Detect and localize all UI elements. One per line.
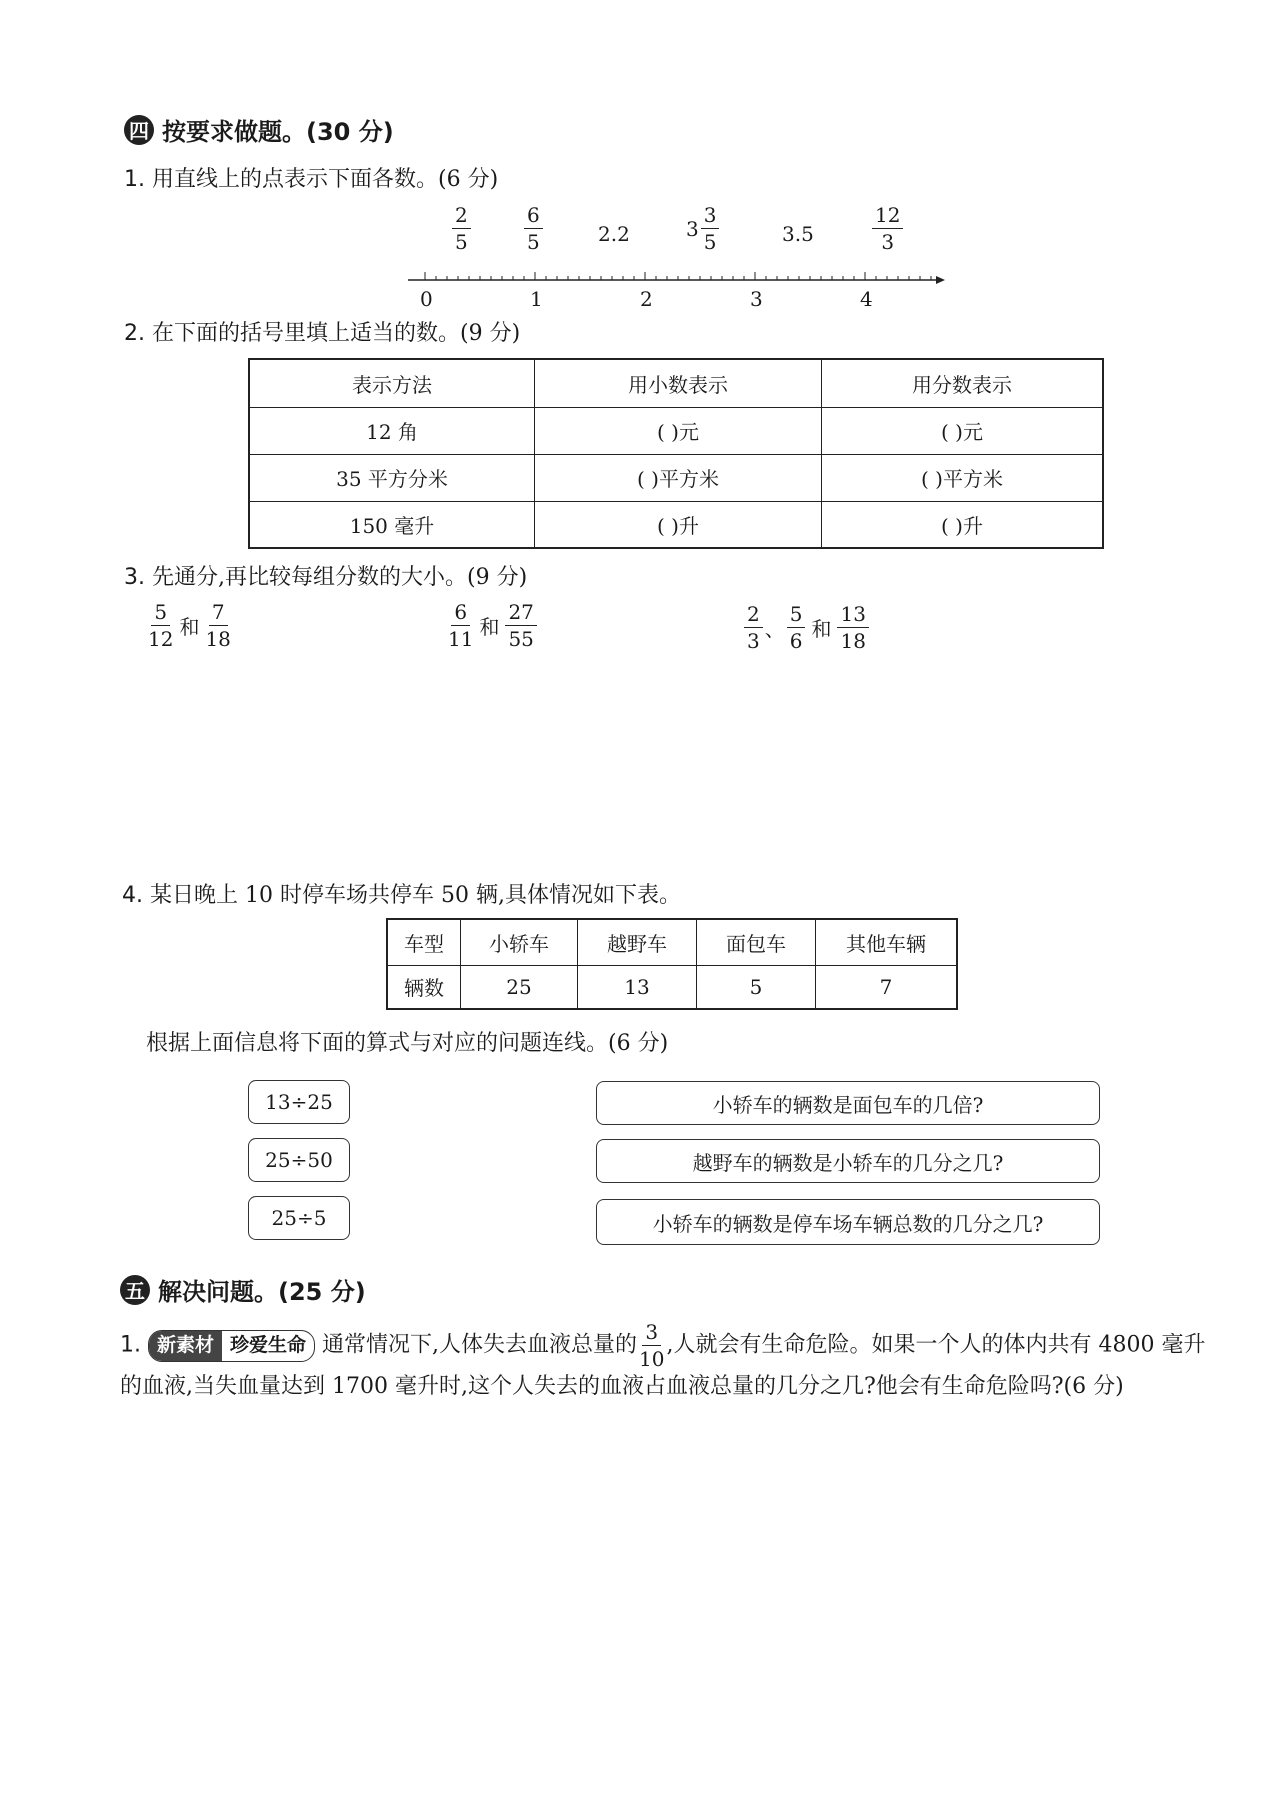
question-box[interactable]: 小轿车的辆数是面包车的几倍? xyxy=(596,1081,1100,1125)
table-row xyxy=(249,501,1103,548)
and-word: 和 xyxy=(179,615,200,639)
denominator: 6 xyxy=(789,629,803,653)
question-text: 某日晚上 10 时停车场共停车 50 辆,具体情况如下表。 xyxy=(150,883,681,908)
question-text: 先通分,再比较每组分数的大小。(9 分) xyxy=(152,565,528,590)
axis-label-2: 2 xyxy=(640,287,653,311)
numerator: 5 xyxy=(787,604,806,628)
blank-cell[interactable]: ( )升 xyxy=(822,501,1104,548)
question-1 xyxy=(124,162,498,193)
table-cell: 辆数 xyxy=(387,965,461,1009)
table-cell: 越野车 xyxy=(578,919,697,965)
number-2-5 xyxy=(450,205,473,252)
expression-box[interactable]: 25÷5 xyxy=(248,1196,350,1240)
fraction-group-3 xyxy=(742,604,871,651)
question-box[interactable]: 越野车的辆数是小轿车的几分之几? xyxy=(596,1139,1100,1183)
numerator: 27 xyxy=(505,602,536,626)
table-cell: 35 平方分米 xyxy=(249,454,535,501)
problem-text-1: 通常情况下,人体失去血液总量的 xyxy=(322,1332,638,1358)
numerator: 13 xyxy=(837,604,868,628)
fraction-group-1 xyxy=(146,602,233,649)
table-row xyxy=(387,965,957,1009)
header-cell: 用分数表示 xyxy=(822,359,1104,407)
problem-1 xyxy=(120,1322,1210,1404)
table-cell: 13 xyxy=(578,965,697,1009)
table-cell: 5 xyxy=(697,965,816,1009)
denominator: 3 xyxy=(747,629,760,653)
section-title: 解决问题。(25 分) xyxy=(158,1278,366,1306)
question-number: 1. xyxy=(120,1332,141,1358)
denominator: 18 xyxy=(205,627,231,651)
axis-label-4: 4 xyxy=(860,287,873,311)
numerator: 3 xyxy=(701,205,720,229)
question-number: 1. xyxy=(124,167,145,192)
question-2 xyxy=(124,316,520,347)
numerator: 2 xyxy=(452,205,471,229)
number-line xyxy=(400,270,960,310)
section-number-badge: 五 xyxy=(120,1275,150,1305)
table-row xyxy=(249,454,1103,501)
blank-cell[interactable]: ( )元 xyxy=(822,407,1104,454)
tag-new-material: 新素材 xyxy=(149,1331,222,1361)
denominator: 5 xyxy=(703,230,717,254)
and-word: 和 xyxy=(811,617,832,641)
header-cell: 表示方法 xyxy=(249,359,535,407)
table-cell: 面包车 xyxy=(697,919,816,965)
and-word: 和 xyxy=(479,615,500,639)
numerator: 12 xyxy=(872,205,903,229)
question-3 xyxy=(124,560,527,591)
section-title: 按要求做题。(30 分) xyxy=(162,118,394,146)
number-2-2: 2.2 xyxy=(598,222,630,246)
expression-box[interactable]: 25÷50 xyxy=(248,1138,350,1182)
numerator: 2 xyxy=(744,604,763,628)
number-6-5 xyxy=(522,205,545,252)
denominator: 18 xyxy=(840,629,866,653)
numerator: 3 xyxy=(642,1322,661,1346)
question-number: 3. xyxy=(124,565,145,590)
matching-instruction: 根据上面信息将下面的算式与对应的问题连线。(6 分) xyxy=(146,1031,669,1056)
separator: 、 xyxy=(764,617,785,641)
expression-box[interactable]: 13÷25 xyxy=(248,1080,350,1124)
conversion-table xyxy=(248,358,1104,549)
vehicle-table xyxy=(386,918,958,1010)
blank-cell[interactable]: ( )元 xyxy=(535,407,822,454)
number-3-3-5 xyxy=(686,205,721,252)
denominator: 10 xyxy=(639,1347,665,1371)
header-cell: 用小数表示 xyxy=(535,359,822,407)
question-box[interactable]: 小轿车的辆数是停车场车辆总数的几分之几? xyxy=(596,1199,1100,1245)
question-number: 2. xyxy=(124,321,145,346)
section-5-heading xyxy=(120,1272,366,1307)
number-12-3 xyxy=(870,205,905,252)
question-number: 4. xyxy=(122,883,143,908)
table-row xyxy=(249,407,1103,454)
denominator: 12 xyxy=(148,627,174,651)
fraction-group-2 xyxy=(446,602,539,649)
table-header-row xyxy=(249,359,1103,407)
number-3-5: 3.5 xyxy=(782,222,814,246)
problem-text-2: ,人就会有生命危险。如果一个人的体内共有 4800 毫升的血液,当失血量达到 1700 毫升时,这个人失去的血液占血液总量的几分之几?他会有生命危险吗?(6 分) xyxy=(120,1332,1206,1399)
table-cell: 150 毫升 xyxy=(249,501,535,548)
question-text: 用直线上的点表示下面各数。(6 分) xyxy=(152,167,499,192)
numerator: 5 xyxy=(151,602,170,626)
blank-cell[interactable]: ( )升 xyxy=(535,501,822,548)
section-number-badge: 四 xyxy=(124,115,154,145)
denominator: 5 xyxy=(455,230,468,254)
table-cell: 其他车辆 xyxy=(816,919,958,965)
numerator: 6 xyxy=(524,205,543,229)
table-cell: 小轿车 xyxy=(461,919,578,965)
blank-cell[interactable]: ( )平方米 xyxy=(535,454,822,501)
table-cell: 车型 xyxy=(387,919,461,965)
section-4-heading xyxy=(124,112,394,147)
topic-tag xyxy=(148,1330,315,1362)
numerator: 7 xyxy=(209,602,228,626)
question-4 xyxy=(122,878,681,909)
table-cell: 25 xyxy=(461,965,578,1009)
denominator: 5 xyxy=(527,230,540,254)
numerator: 6 xyxy=(451,602,470,626)
tag-topic: 珍爱生命 xyxy=(230,1334,307,1357)
denominator: 55 xyxy=(508,627,534,651)
blank-cell[interactable]: ( )平方米 xyxy=(822,454,1104,501)
denominator: 11 xyxy=(448,627,474,651)
denominator: 3 xyxy=(881,230,895,254)
table-row xyxy=(387,919,957,965)
axis-label-0: 0 xyxy=(420,287,433,311)
whole-part: 3 xyxy=(686,216,699,241)
question-text: 在下面的括号里填上适当的数。(9 分) xyxy=(152,321,521,346)
table-cell: 12 角 xyxy=(249,407,535,454)
axis-label-3: 3 xyxy=(750,287,763,311)
table-cell: 7 xyxy=(816,965,958,1009)
axis-label-1: 1 xyxy=(530,287,543,311)
